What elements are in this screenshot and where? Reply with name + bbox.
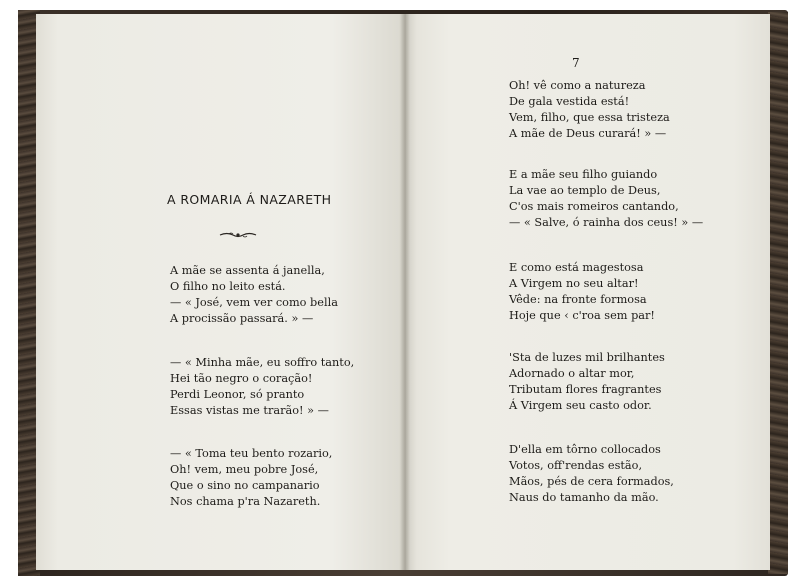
right-stanza-1 bbox=[509, 78, 670, 142]
verse-line: 'Sta de luzes mil brilhantes bbox=[509, 351, 665, 364]
right-stanza-4 bbox=[509, 350, 665, 414]
verse-line: Perdi Leonor, só pranto bbox=[170, 388, 305, 401]
verse-line: A Virgem no seu altar! bbox=[509, 277, 639, 290]
verse-line: C'os mais romeiros cantando, bbox=[509, 200, 679, 213]
verse-line: A procissão passará. » — bbox=[170, 312, 314, 325]
verse-line: Mãos, pés de cera formados, bbox=[509, 475, 674, 488]
verse-line: Que o sino no campanario bbox=[170, 479, 320, 492]
verse-line: A mãe se assenta á janella, bbox=[170, 264, 325, 277]
book-gutter bbox=[400, 14, 410, 570]
verse-line: Essas vistas me trarão! » — bbox=[170, 404, 329, 417]
right-stanza-5 bbox=[509, 442, 674, 506]
verse-line: E a mãe seu filho guiando bbox=[509, 168, 658, 181]
verse-line: Nos chama p'ra Nazareth. bbox=[170, 495, 321, 508]
verse-line: Á Virgem seu casto odor. bbox=[509, 399, 652, 412]
verse-line: Naus do tamanho da mão. bbox=[509, 491, 659, 504]
left-stanza-2 bbox=[170, 355, 354, 419]
verse-line: Votos, off'rendas estão, bbox=[509, 459, 643, 472]
verse-line: D'ella em tôrno collocados bbox=[509, 443, 661, 456]
left-stanza-3 bbox=[170, 446, 332, 510]
verse-line: Vêde: na fronte formosa bbox=[509, 293, 647, 306]
ornament-divider-icon bbox=[219, 230, 257, 240]
verse-line: De gala vestida está! bbox=[509, 95, 630, 108]
verse-line: — « José, vem ver como bella bbox=[170, 296, 338, 309]
verse-line: Vem, filho, que essa tristeza bbox=[509, 111, 670, 124]
verse-line: Oh! vem, meu pobre José, bbox=[170, 463, 319, 476]
verse-line: La vae ao templo de Deus, bbox=[509, 184, 661, 197]
verse-line: A mãe de Deus curará! » — bbox=[509, 127, 667, 140]
verse-line: Hoje que ‹ c'roa sem par! bbox=[509, 309, 655, 322]
page-number: 7 bbox=[572, 56, 580, 70]
verse-line: — « Salve, ó rainha dos ceus! » — bbox=[509, 216, 704, 229]
verse-line: E como está magestosa bbox=[509, 261, 644, 274]
verse-line: Tributam flores fragrantes bbox=[509, 383, 662, 396]
verse-line: Hei tão negro o coração! bbox=[170, 372, 313, 385]
cover-edge-right bbox=[768, 12, 788, 574]
verse-line: — « Minha mãe, eu soffro tanto, bbox=[170, 356, 355, 369]
verse-line: Oh! vê como a natureza bbox=[509, 79, 646, 92]
left-stanza-1 bbox=[170, 263, 338, 327]
right-stanza-2 bbox=[509, 167, 703, 231]
poem-title: A ROMARIA Á NAZARETH bbox=[167, 192, 332, 207]
verse-line: — « Toma teu bento rozario, bbox=[170, 447, 333, 460]
right-stanza-3 bbox=[509, 260, 655, 324]
verse-line: Adornado o altar mor, bbox=[509, 367, 635, 380]
verse-line: O filho no leito está. bbox=[170, 280, 286, 293]
